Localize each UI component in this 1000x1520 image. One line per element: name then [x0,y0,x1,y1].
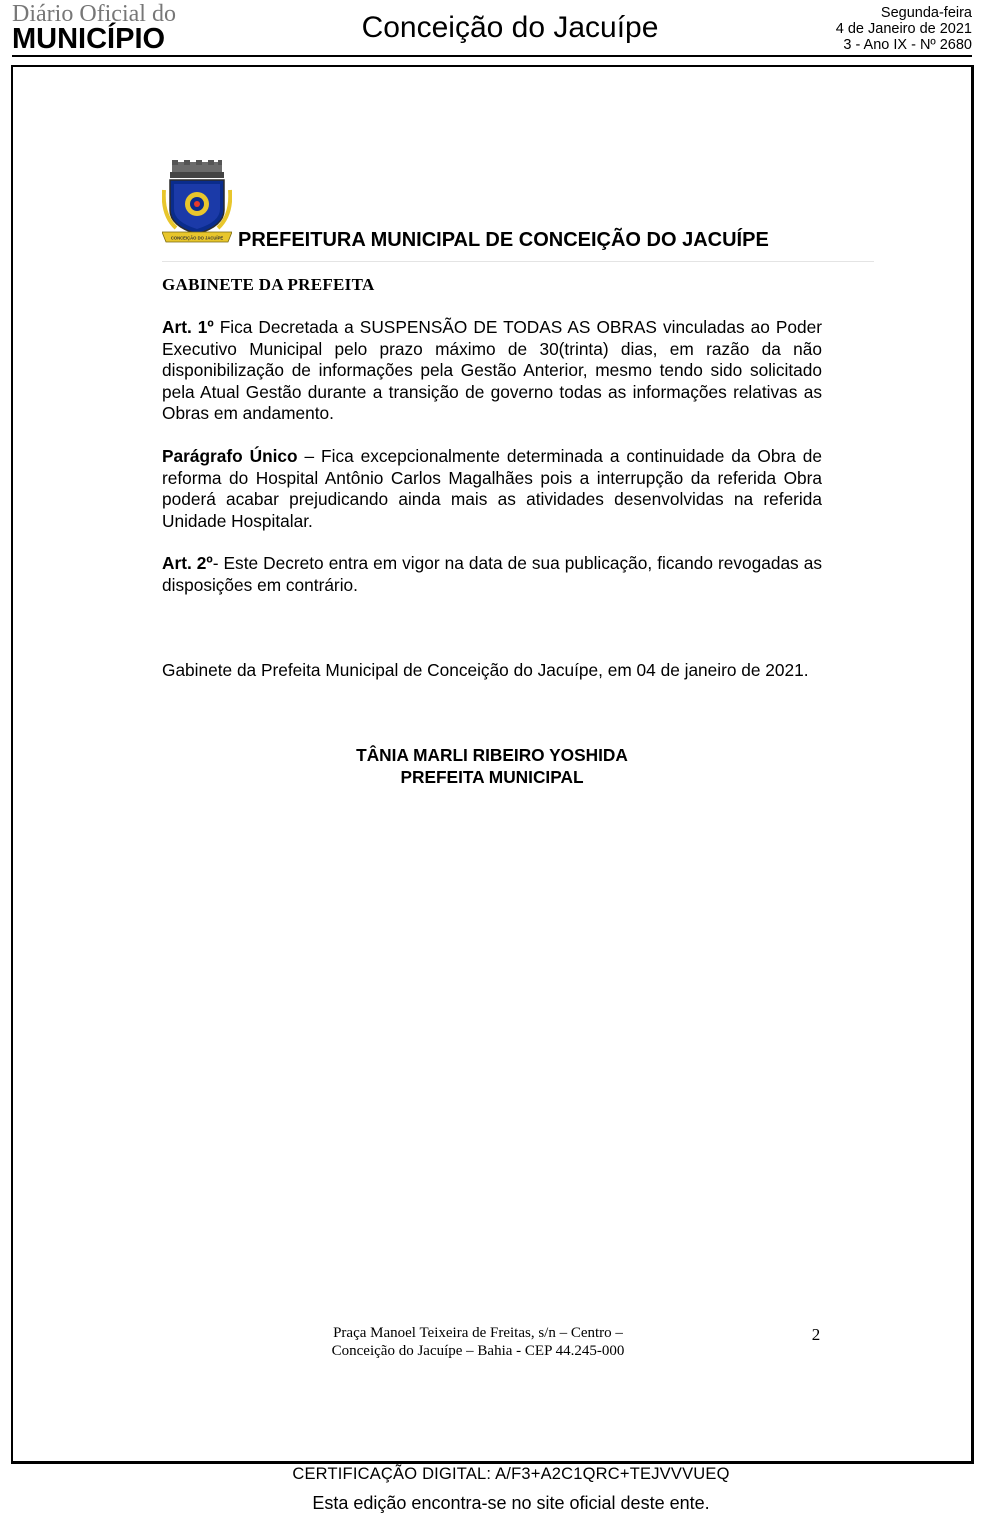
city-title: Conceição do Jacuípe [361,11,659,44]
diario-oficial-logo [12,1,202,55]
title-divider [162,261,874,262]
signer-role: PREFEITA MUNICIPAL [400,766,584,787]
edition-weekday: Segunda-feira [880,5,972,21]
signer-name: TÂNIA MARLI RIBEIRO YOSHIDA [356,745,628,765]
article-1 [162,317,822,425]
signature-block [162,745,822,788]
coat-of-arms-icon [162,160,232,246]
article-2-label: Art. 2º [162,553,213,573]
prefeitura-title: PREFEITURA MUNICIPAL DE CONCEIÇÃO DO JACUÍPE [238,229,769,251]
article-2 [162,553,822,596]
article-1-text: Fica Decretada a SUSPENSÃO DE TODAS AS OBRAS vinculadas ao Poder Executivo Municipal pelo prazo máximo de 30(trinta) dias, em razão da não disponibilização de informações pela Gestão Anterior, mesmo tendo sido solicitado pela Atual Gestão durante a transição de governo todas as informações relativas as Obras em andamento. [162,317,822,423]
closing-statement: Gabinete da Prefeita Municipal de Conceição do Jacuípe, em 04 de janeiro de 2021. [162,660,809,680]
logo-line1: Diário Oficial do [12,1,176,27]
paragrafo-unico [162,446,822,532]
digital-certification: CERTIFICAÇÃO DIGITAL: A/F3+A2C1QRC+TEJVVVUEQ [292,1465,730,1483]
article-2-text: - Este Decreto entra em vigor na data de sua publicação, ficando revogadas as disposições em contrário. [162,553,822,595]
page-number: 2 [811,1325,821,1344]
logo-line2: MUNICÍPIO [12,23,166,55]
edition-issue: 3 - Ano IX - Nº 2680 [843,37,972,53]
edition-date: 4 de Janeiro de 2021 [835,21,972,37]
address-line1: Praça Manoel Teixeira de Freitas, s/n – Centro – [333,1325,623,1341]
crest-caption: CONCEIÇÃO DO JACUÍPE [170,235,224,241]
header-divider [12,55,972,57]
address-line2: Conceição do Jacuípe – Bahia - CEP 44.245-000 [331,1343,625,1359]
paragrafo-unico-text: – Fica excepcionalmente determinada a continuidade da Obra de reforma do Hospital Antônio Carlos Magalhães pois a interrupção da referida Obra poderá acabar prejudicando ainda mais as atividades desenvolvidas na referida Unidade Hospitalar. [162,446,822,531]
paragrafo-unico-label: Parágrafo Único [162,446,298,466]
page-header [0,0,1000,56]
edition-info [836,5,972,53]
office-heading: GABINETE DA PREFEITA [162,275,375,294]
article-1-label: Art. 1º [162,317,214,337]
site-note: Esta edição encontra-se no site oficial deste ente. [312,1493,710,1513]
address-block [270,1324,686,1360]
